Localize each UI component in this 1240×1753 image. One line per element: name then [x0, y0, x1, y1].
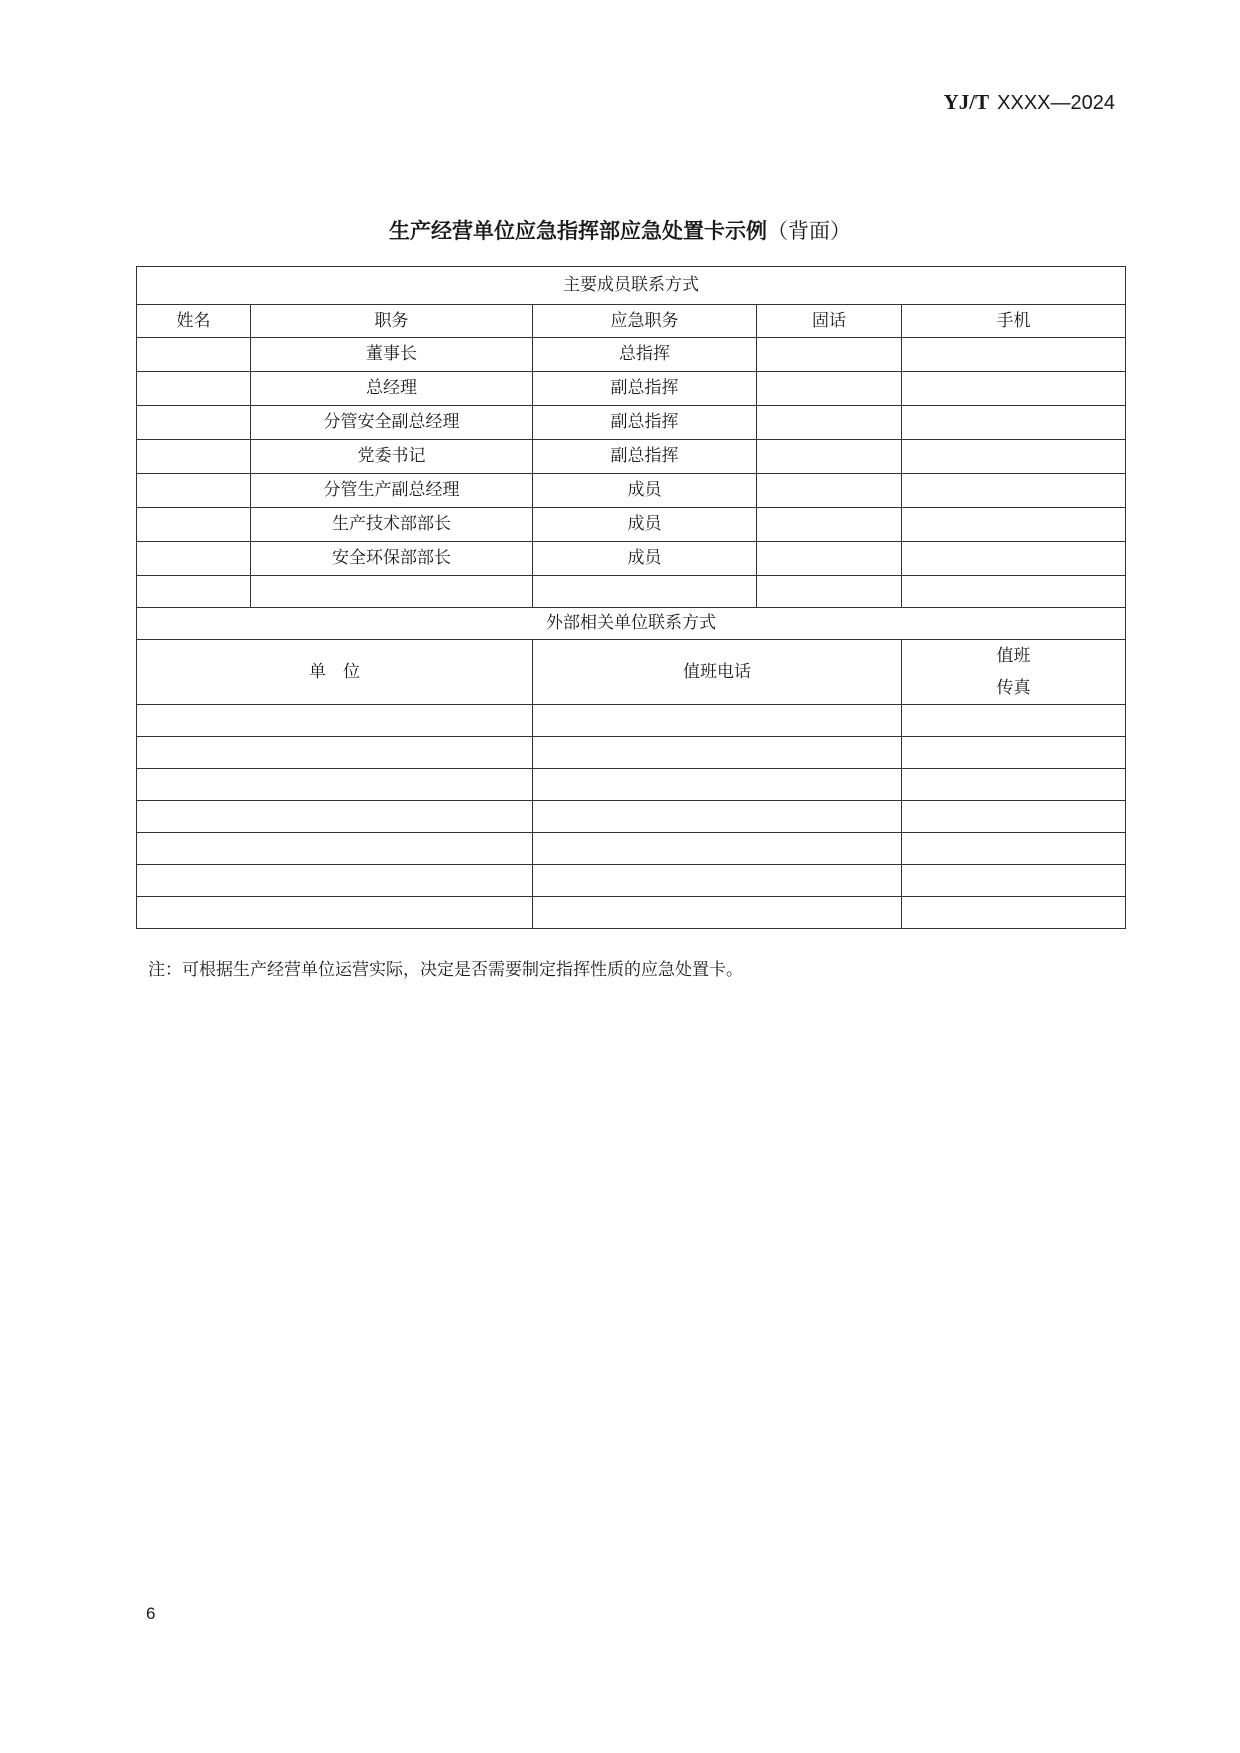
table-row	[137, 508, 1126, 542]
member-emergency-role-cell: 副总指挥	[533, 372, 757, 406]
standard-code	[944, 90, 1115, 115]
members-header-row	[137, 305, 1126, 338]
external-phone-cell	[533, 737, 902, 769]
duty-fax-line-2: 传真	[996, 678, 1031, 698]
member-emergency-role-cell: 副总指挥	[533, 440, 757, 474]
external-section-heading: 外部相关单位联系方式	[137, 608, 1126, 640]
table-row	[137, 474, 1126, 508]
external-fax-cell	[902, 865, 1126, 897]
members-section-row	[137, 267, 1126, 305]
member-mobile-cell	[902, 440, 1126, 474]
external-fax-cell	[902, 737, 1126, 769]
external-unit-cell	[137, 801, 533, 833]
external-unit-cell	[137, 833, 533, 865]
table-row	[137, 801, 1126, 833]
member-position-cell: 安全环保部部长	[251, 542, 533, 576]
table-row	[137, 833, 1126, 865]
member-position-cell: 党委书记	[251, 440, 533, 474]
external-phone-cell	[533, 897, 902, 929]
member-mobile-cell	[902, 508, 1126, 542]
external-unit-cell	[137, 769, 533, 801]
member-position-cell: 分管生产副总经理	[251, 474, 533, 508]
table-row	[137, 440, 1126, 474]
member-landline-cell	[757, 372, 902, 406]
standard-number: XXXX—2024	[997, 92, 1115, 114]
column-header-duty-fax	[902, 640, 1126, 705]
external-unit-cell	[137, 737, 533, 769]
member-name-cell	[137, 576, 251, 608]
table-row	[137, 769, 1126, 801]
member-name-cell	[137, 474, 251, 508]
table-note: 注：可根据生产经营单位运营实际，决定是否需要制定指挥性质的应急处置卡。	[148, 960, 743, 980]
column-header-name: 姓名	[137, 305, 251, 338]
external-phone-cell	[533, 865, 902, 897]
external-fax-cell	[902, 897, 1126, 929]
external-fax-cell	[902, 833, 1126, 865]
member-landline-cell	[757, 542, 902, 576]
external-phone-cell	[533, 705, 902, 737]
table-row	[137, 372, 1126, 406]
table-row	[137, 865, 1126, 897]
column-header-duty-phone: 值班电话	[533, 640, 902, 705]
external-phone-cell	[533, 833, 902, 865]
member-mobile-cell	[902, 372, 1126, 406]
external-phone-cell	[533, 801, 902, 833]
member-name-cell	[137, 542, 251, 576]
members-section-heading: 主要成员联系方式	[137, 267, 1126, 305]
external-fax-cell	[902, 801, 1126, 833]
table-row	[137, 576, 1126, 608]
table-row	[137, 542, 1126, 576]
external-unit-cell	[137, 865, 533, 897]
card-title-sub: （背面）	[767, 219, 851, 243]
member-landline-cell	[757, 508, 902, 542]
member-mobile-cell	[902, 474, 1126, 508]
external-section-row	[137, 608, 1126, 640]
member-emergency-role-cell: 副总指挥	[533, 406, 757, 440]
member-position-cell: 董事长	[251, 338, 533, 372]
external-fax-cell	[902, 705, 1126, 737]
column-header-position: 职务	[251, 305, 533, 338]
column-header-unit: 单 位	[137, 640, 533, 705]
card-title	[0, 215, 1240, 245]
member-name-cell	[137, 406, 251, 440]
standard-prefix: YJ/T	[943, 90, 990, 114]
external-fax-cell	[902, 769, 1126, 801]
member-landline-cell	[757, 474, 902, 508]
external-unit-cell	[137, 897, 533, 929]
member-name-cell	[137, 440, 251, 474]
member-emergency-role-cell: 总指挥	[533, 338, 757, 372]
member-landline-cell	[757, 440, 902, 474]
external-unit-cell	[137, 705, 533, 737]
emergency-card-table	[136, 266, 1126, 929]
column-header-emergency-role: 应急职务	[533, 305, 757, 338]
member-position-cell	[251, 576, 533, 608]
member-emergency-role-cell: 成员	[533, 474, 757, 508]
member-name-cell	[137, 338, 251, 372]
member-landline-cell	[757, 406, 902, 440]
member-mobile-cell	[902, 542, 1126, 576]
member-position-cell: 总经理	[251, 372, 533, 406]
member-emergency-role-cell	[533, 576, 757, 608]
member-mobile-cell	[902, 406, 1126, 440]
table-row	[137, 338, 1126, 372]
member-position-cell: 分管安全副总经理	[251, 406, 533, 440]
member-name-cell	[137, 508, 251, 542]
member-emergency-role-cell: 成员	[533, 508, 757, 542]
member-mobile-cell	[902, 576, 1126, 608]
external-header-row	[137, 640, 1126, 705]
member-position-cell: 生产技术部部长	[251, 508, 533, 542]
table-row	[137, 406, 1126, 440]
duty-fax-line-1: 值班	[996, 646, 1031, 666]
external-phone-cell	[533, 769, 902, 801]
table-row	[137, 897, 1126, 929]
column-header-landline: 固话	[757, 305, 902, 338]
table-row	[137, 705, 1126, 737]
table-row	[137, 737, 1126, 769]
member-landline-cell	[757, 576, 902, 608]
member-emergency-role-cell: 成员	[533, 542, 757, 576]
column-header-mobile: 手机	[902, 305, 1126, 338]
member-landline-cell	[757, 338, 902, 372]
member-mobile-cell	[902, 338, 1126, 372]
member-name-cell	[137, 372, 251, 406]
page-number: 6	[146, 1604, 156, 1623]
card-title-main: 生产经营单位应急指挥部应急处置卡示例	[389, 219, 767, 243]
